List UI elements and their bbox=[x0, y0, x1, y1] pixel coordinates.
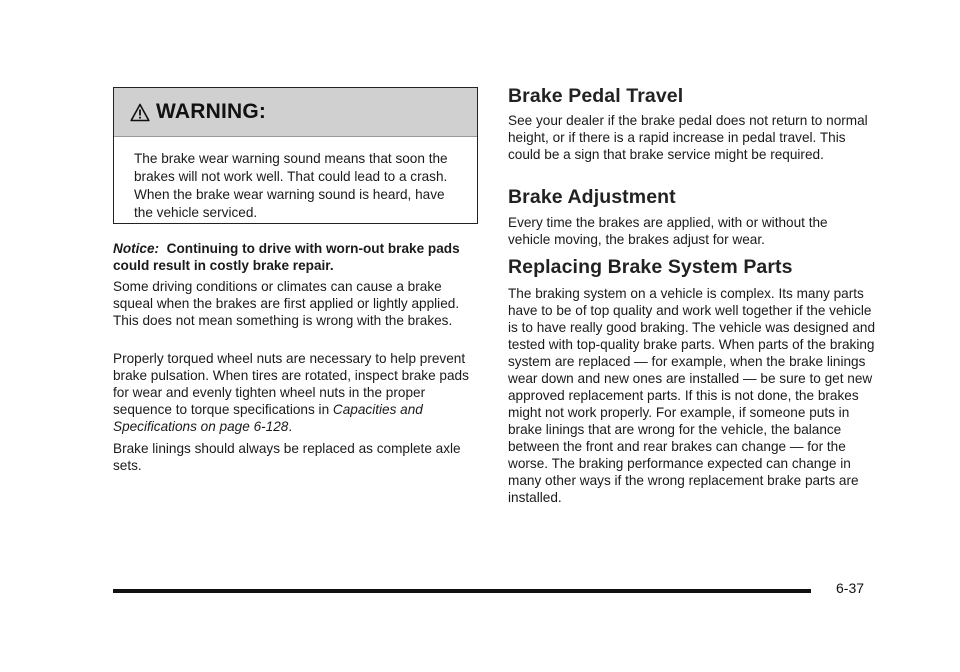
wheel-nuts-end: . bbox=[288, 419, 293, 434]
warning-box bbox=[113, 87, 478, 224]
brake-squeal-paragraph: Some driving conditions or climates can cause a brake squeal when the brakes are first applied or lightly applied. This does not mean something is wrong with the brakes. bbox=[113, 279, 460, 328]
page-number: 6-37 bbox=[836, 580, 865, 596]
notice-paragraph bbox=[113, 240, 473, 274]
wheel-nuts-paragraph bbox=[113, 350, 477, 435]
notice-label: Notice: bbox=[113, 241, 160, 256]
brake-adjustment-paragraph: Every time the brakes are applied, with or without the vehicle moving, the brakes adjust for wear. bbox=[508, 215, 828, 247]
heading-replacing-parts: Replacing Brake System Parts bbox=[508, 256, 793, 278]
warning-text: The brake wear warning sound means that soon the brakes will not work well. That could lead to a crash. When the brake wear warning sound is heard, have the vehicle serviced. bbox=[134, 151, 448, 220]
pedal-travel-paragraph: See your dealer if the brake pedal does not return to normal height, or if there is a rapid increase in pedal travel. This could be a sign that brake service might be required. bbox=[508, 113, 868, 162]
warning-header bbox=[114, 88, 477, 137]
replacing-parts-paragraph: The braking system on a vehicle is complex. Its many parts have to be of top quality and work well together if the vehicle is to have really good braking. The vehicle was designed and tested with top-quality brake parts. When parts of the braking system are replaced — for example, when the brake linings wear down and new ones are installed — be sure to get new approved replacement parts. If this is not done, the brakes might not work properly. For example, if someone puts in brake linings that are wrong for the vehicle, the balance between the front and rear brakes can change — for the worse. The braking performance expected can change in many other ways if the wrong replacement brake parts are installed. bbox=[508, 286, 876, 505]
capacities-reference: Capacities and Specifications on page 6-128 bbox=[113, 402, 423, 434]
notice-text: Continuing to drive with worn-out brake pads could result in costly brake repair. bbox=[113, 241, 460, 273]
wheel-nuts-text: Properly torqued wheel nuts are necessary to help prevent brake pulsation. When tires are rotated, inspect brake pads for wear and evenly tighten wheel nuts in the proper sequence to torque specifications in bbox=[113, 351, 469, 417]
footer-rule bbox=[113, 589, 811, 593]
heading-brake-pedal-travel: Brake Pedal Travel bbox=[508, 85, 684, 107]
warning-title: WARNING: bbox=[156, 100, 267, 123]
linings-paragraph: Brake linings should always be replaced as complete axle sets. bbox=[113, 441, 461, 473]
warning-triangle-icon bbox=[130, 103, 150, 122]
heading-brake-adjustment: Brake Adjustment bbox=[508, 186, 676, 208]
